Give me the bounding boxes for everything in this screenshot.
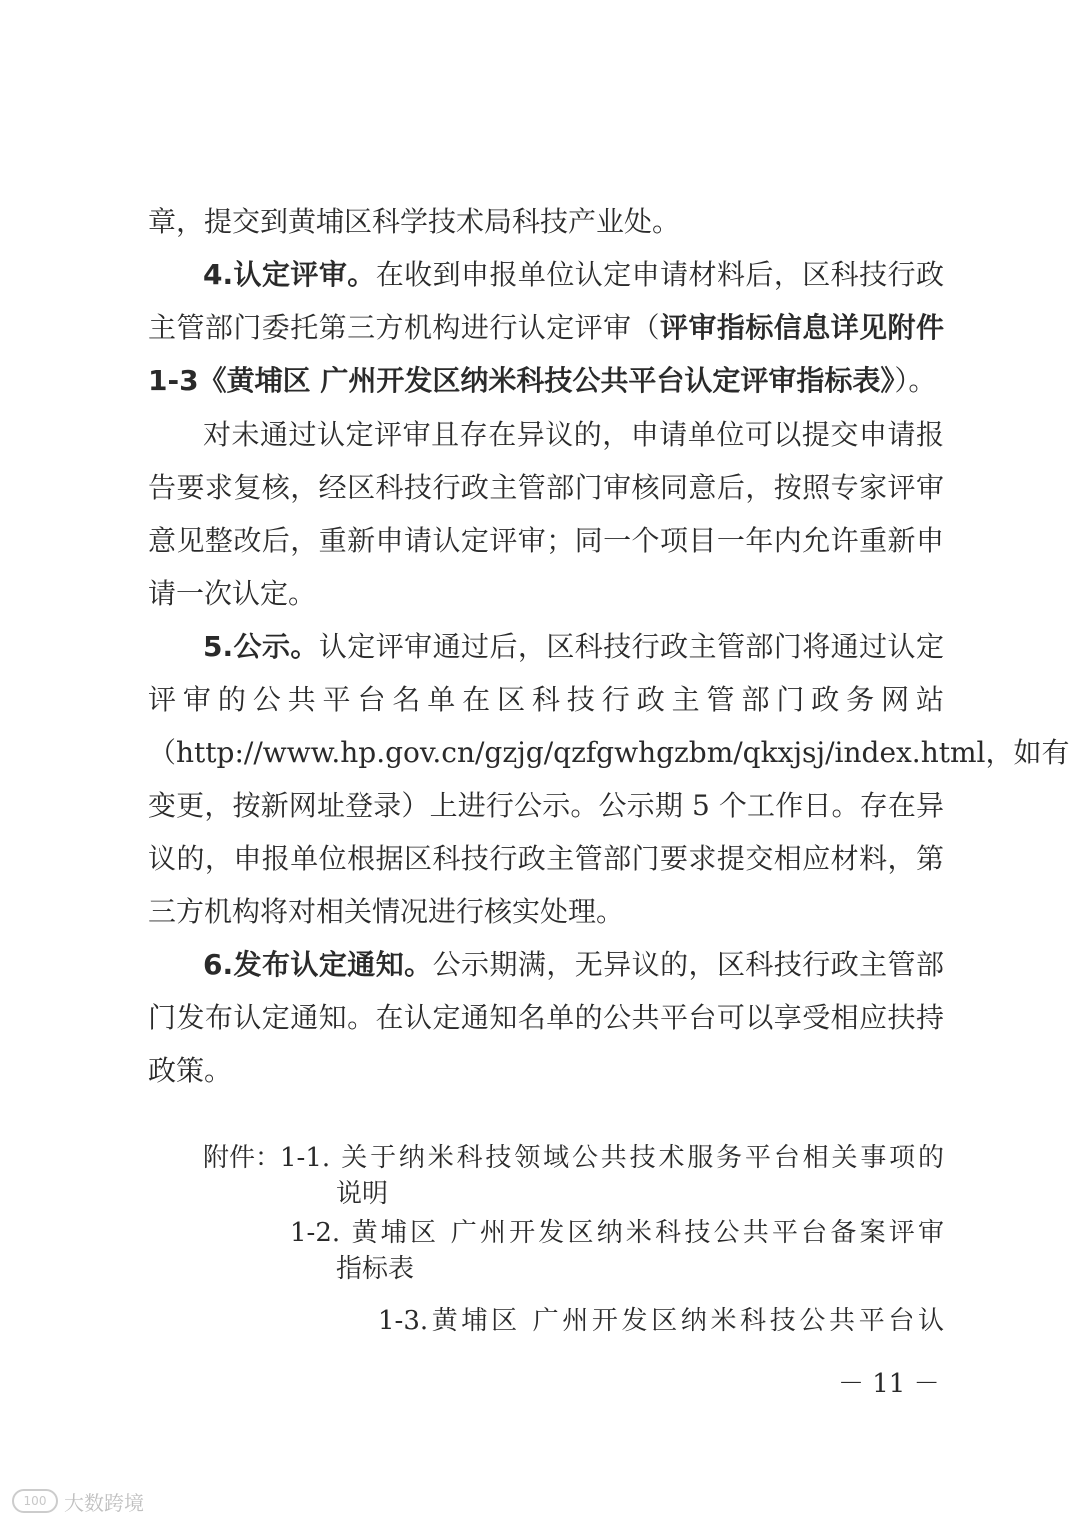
website-url-text: （http://www.hp.gov.cn/gzjg/qzfgwhgzbm/qkxjsj/index.html，如有: [148, 736, 1070, 769]
text-run: 认定评审通过后，区科技行政主管部门将通过认定: [318, 630, 944, 663]
section-4-line-3: [148, 364, 944, 398]
text-run: 主管部门委托第三方机构进行认定评审（: [148, 311, 660, 344]
section-5-line-4: [148, 789, 944, 823]
section-5-line-2: [148, 683, 944, 717]
section-6-heading: 6.发布认定通知。: [203, 948, 433, 981]
section-5-line-3: [148, 736, 1070, 770]
objection-line-4: [148, 577, 944, 611]
text-run: 门发布认定通知。在认定通知名单的公共平台可以享受相应扶持: [148, 1001, 944, 1034]
text-run: 三方机构将对相关情况进行核实处理。: [148, 895, 625, 928]
text-run: 公示期满，无异议的，区科技行政主管部: [432, 948, 944, 981]
objection-line-2: [148, 471, 944, 505]
objection-line-1: [203, 418, 944, 452]
text-run: 政策。: [148, 1054, 233, 1087]
section-5-heading: 5.公示。: [203, 630, 319, 663]
text-run: 议的，申报单位根据区科技行政主管部门要求提交相应材料，第: [148, 842, 944, 875]
attachment-item-2: 1-2. 黄埔区 广州开发区纳米科技公共平台备案评审: [290, 1218, 944, 1248]
watermark-logo-icon: 100: [12, 1489, 58, 1513]
section-5-line-6: [148, 895, 944, 929]
text-run: ）。: [894, 364, 937, 397]
section-4-heading: 4.认定评审。: [203, 258, 376, 291]
text-run: 对未通过认定评审且存在异议的，申请单位可以提交申请报: [203, 418, 944, 451]
text-run: 在收到申报单位认定申请材料后，区科技行政: [375, 258, 944, 291]
text-run: 意见整改后，重新申请认定评审；同一个项目一年内允许重新申: [148, 524, 944, 557]
section-6-line-3: [148, 1054, 944, 1088]
section-5-line-1: [203, 630, 944, 664]
text-run: 变更，按新网址登录）上进行公示。公示期 5 个工作日。存在异: [148, 789, 944, 822]
page-number: － 11 －: [838, 1369, 940, 1399]
watermark-text: 大数跨境: [64, 1490, 144, 1515]
attachment-item-2-cont: 指标表: [336, 1254, 415, 1284]
section-4-line-2: [148, 311, 944, 345]
bold-reference: 1-3《黄埔区 广州开发区纳米科技公共平台认定评审指标表》: [148, 364, 895, 397]
text-run: 评审的公共平台名单在区科技行政主管部门政务网站: [148, 683, 944, 716]
paragraph-line: [148, 205, 944, 239]
text-run: 告要求复核，经区科技行政主管部门审核同意后，按照专家评审: [148, 471, 944, 504]
watermark: [12, 1486, 144, 1516]
attachments-label: 附件：: [203, 1143, 282, 1173]
attachment-item-1: 1-1. 关于纳米科技领域公共技术服务平台相关事项的: [280, 1143, 944, 1173]
attachment-item-3: 1-3.黄埔区 广州开发区纳米科技公共平台认: [378, 1306, 944, 1336]
text-run: 请一次认定。: [148, 577, 317, 610]
bold-reference: 评审指标信息详见附件: [659, 311, 944, 344]
section-5-line-5: [148, 842, 944, 876]
section-6-line-1: [203, 948, 944, 982]
objection-line-3: [148, 524, 944, 558]
text-run: 章，提交到黄埔区科学技术局科技产业处。: [148, 205, 681, 238]
section-4-line-1: [203, 258, 944, 292]
section-6-line-2: [148, 1001, 944, 1035]
attachment-item-1-cont: 说明: [336, 1179, 389, 1209]
